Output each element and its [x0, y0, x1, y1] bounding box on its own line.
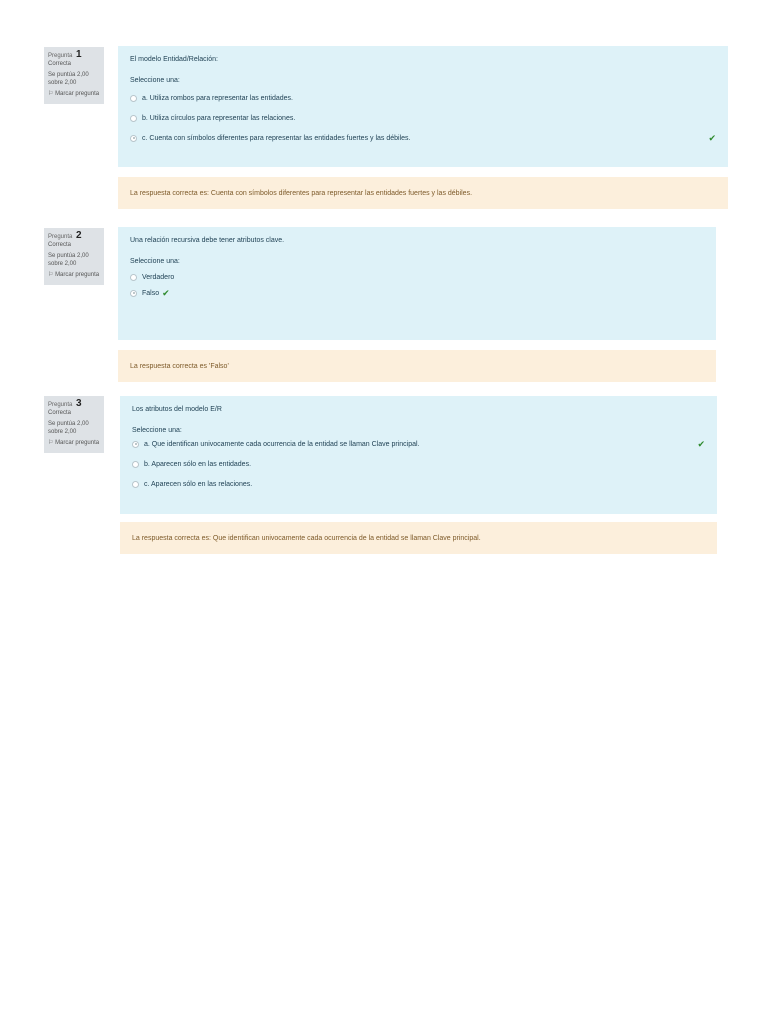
radio-button[interactable] — [130, 115, 137, 122]
flag-icon: ⚐ — [48, 91, 54, 97]
question-grade: Se puntúa 2,00 sobre 2,00 — [48, 253, 89, 267]
question-3-content — [120, 396, 717, 514]
question-text: Los atributos del modelo E/R — [132, 406, 222, 413]
question-2-info — [44, 228, 104, 285]
radio-button[interactable] — [130, 290, 137, 297]
question-1-feedback: La respuesta correcta es: Cuenta con símbolos diferentes para representar las entidades fuertes y las débiles. — [118, 177, 728, 209]
question-3-info — [44, 396, 104, 453]
question-1-info — [44, 47, 104, 104]
correct-check-icon: ✔ — [708, 132, 716, 143]
flag-question-link[interactable]: ⚐ Marcar pregunta — [48, 91, 100, 97]
answer-option-b[interactable]: b. Aparecen sólo en las entidades. — [132, 454, 705, 474]
answer-option-c[interactable]: c. Cuenta con símbolos diferentes para representar las entidades fuertes y las débiles. ✔ — [130, 128, 716, 148]
question-state: Correcta — [48, 242, 72, 248]
answer-option-b[interactable]: b. Utiliza círculos para representar las relaciones. — [130, 108, 716, 128]
correct-check-icon: ✔ — [162, 287, 170, 298]
question-2-feedback: La respuesta correcta es 'Falso' — [118, 350, 716, 382]
question-2-content — [118, 227, 716, 340]
question-grade: Se puntúa 2,00 sobre 2,00 — [48, 72, 89, 86]
question-state: Correcta — [48, 410, 72, 416]
answer-prompt: Seleccione una: — [130, 258, 180, 265]
radio-button[interactable] — [130, 135, 137, 142]
question-text: Una relación recursiva debe tener atributos clave. — [130, 237, 285, 244]
answer-option-false[interactable]: Falso ✔ — [130, 285, 704, 301]
question-number: Pregunta 3 — [48, 398, 82, 409]
answer-option-a[interactable]: a. Utiliza rombos para representar las entidades. — [130, 88, 716, 108]
question-state: Correcta — [48, 61, 72, 67]
radio-button[interactable] — [130, 95, 137, 102]
radio-button[interactable] — [130, 274, 137, 281]
correct-check-icon: ✔ — [697, 438, 705, 449]
radio-button[interactable] — [132, 481, 139, 488]
flag-icon: ⚐ — [48, 440, 54, 446]
answer-prompt: Seleccione una: — [132, 427, 182, 434]
radio-button[interactable] — [132, 461, 139, 468]
question-grade: Se puntúa 2,00 sobre 2,00 — [48, 421, 89, 435]
question-3-feedback: La respuesta correcta es: Que identifican univocamente cada ocurrencia de la entidad se llaman Clave principal. — [120, 522, 717, 554]
question-number: Pregunta 2 — [48, 230, 82, 241]
answer-option-true[interactable]: Verdadero — [130, 269, 704, 285]
answer-option-a[interactable]: a. Que identifican univocamente cada ocurrencia de la entidad se llaman Clave principal. ✔ — [132, 434, 705, 454]
flag-icon: ⚐ — [48, 272, 54, 278]
flag-question-link[interactable]: ⚐ Marcar pregunta — [48, 440, 100, 446]
answer-prompt: Seleccione una: — [130, 77, 180, 84]
flag-question-link[interactable]: ⚐ Marcar pregunta — [48, 272, 100, 278]
question-number: Pregunta 1 — [48, 49, 82, 60]
question-1-content — [118, 46, 728, 167]
radio-button[interactable] — [132, 441, 139, 448]
question-text: El modelo Entidad/Relación: — [130, 56, 218, 63]
answer-option-c[interactable]: c. Aparecen sólo en las relaciones. — [132, 474, 705, 494]
